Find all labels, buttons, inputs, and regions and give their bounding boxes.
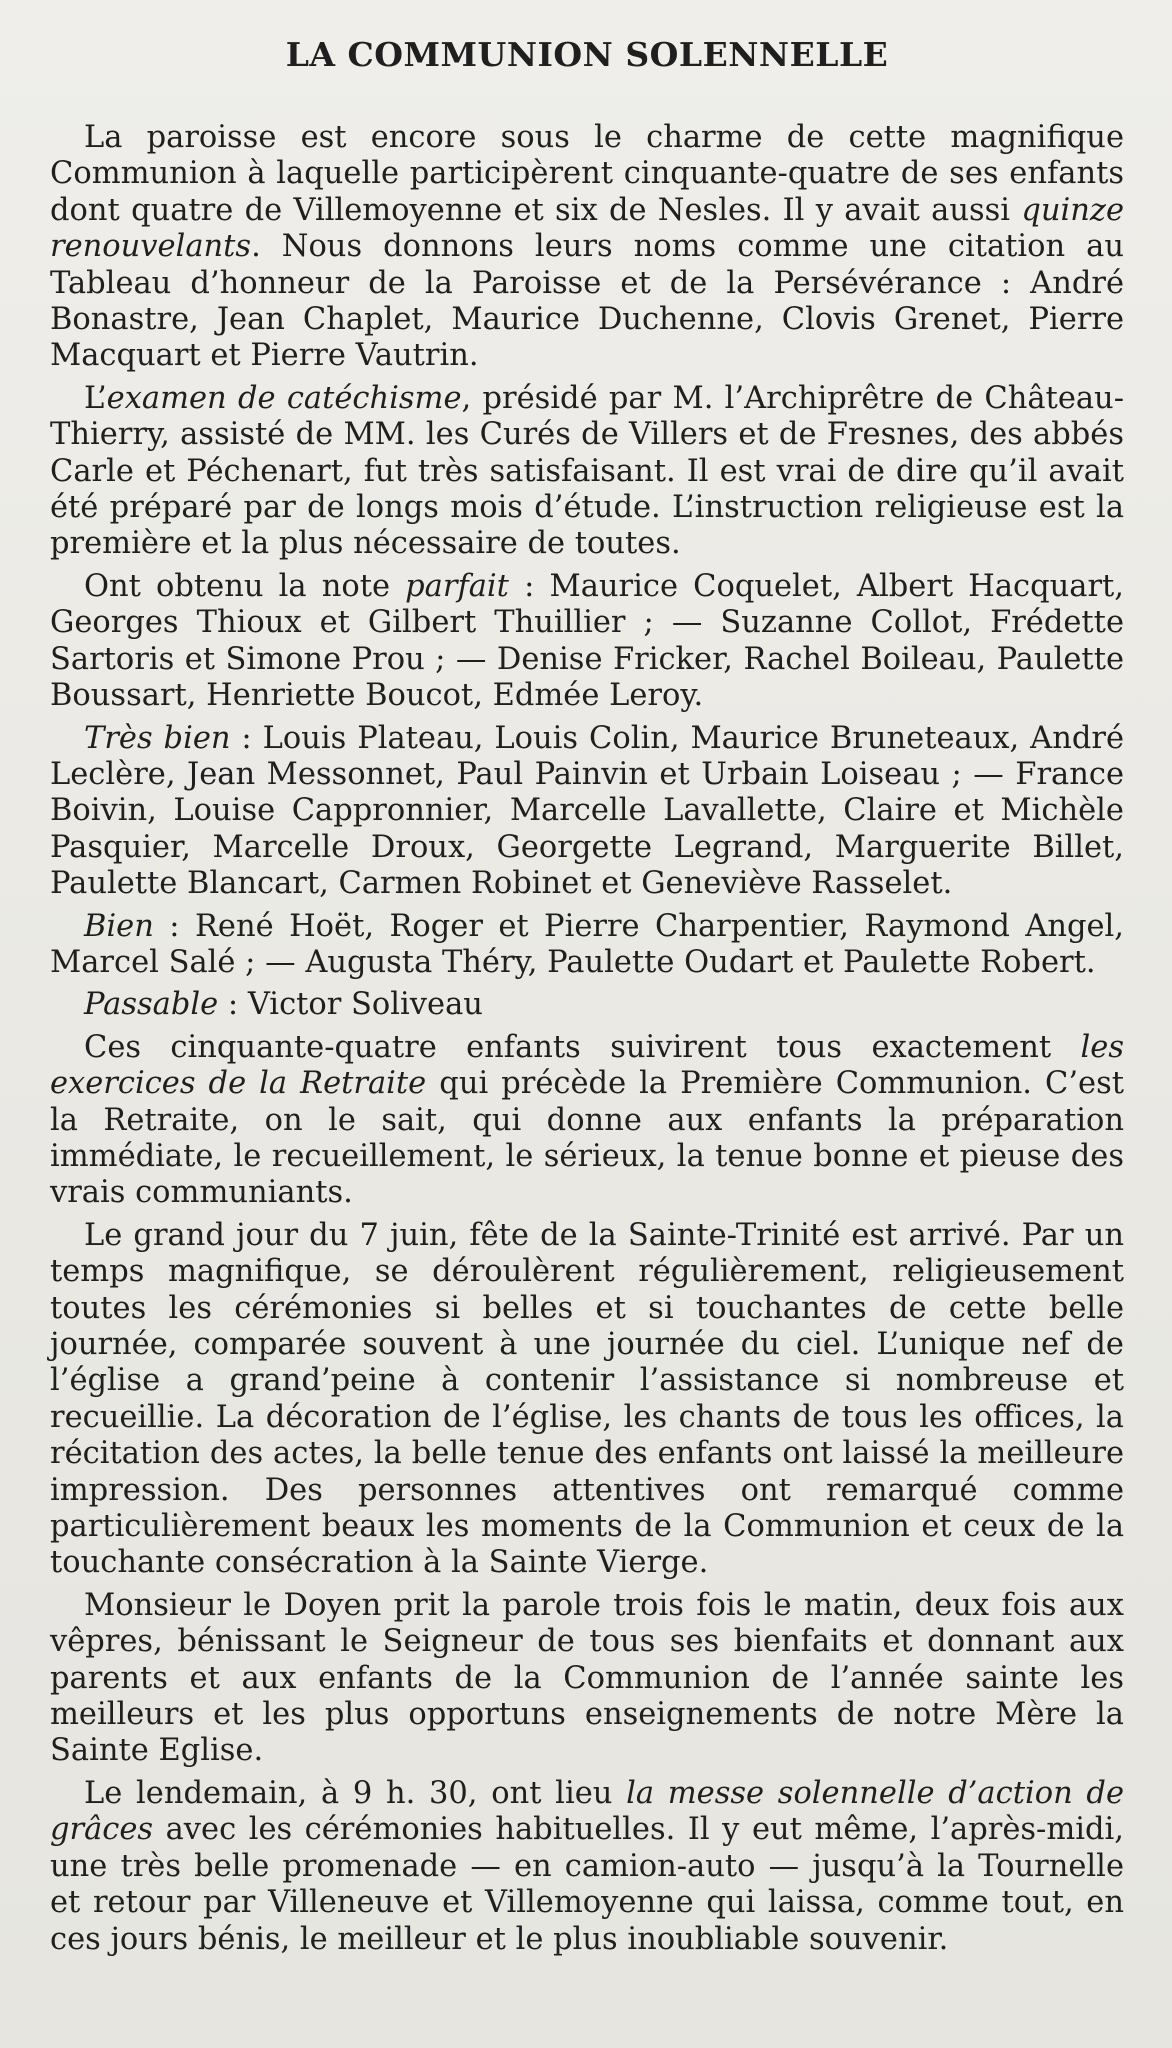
text-segment: Ces cinquante-quatre enfants suivirent tous exactement: [84, 1029, 1081, 1065]
italic-segment: Bien: [84, 908, 154, 944]
text-segment: : René Hoët, Roger et Pierre Charpentier, Raymond Angel, Marcel Salé ; — Augusta Théry, Paulette Oudart et Paulette Robert.: [50, 908, 1124, 980]
italic-segment: la messe solennelle d’action de grâces: [50, 1775, 1125, 1848]
text-segment: : Louis Plateau, Louis Colin, Maurice Bruneteaux, André Leclère, Jean Messonnet, Paul Painvin et Urbain Loiseau ; — France Boivin, Louise Cappronnier, Marcelle Lavallette, Claire et Michèle Pasquier, Marcelle Droux, Georgette Legrand, Marguerite Billet, Paulette Blancart, Carmen Robinet et Geneviève Rasselet.: [50, 720, 1124, 902]
italic-segment: Passable: [84, 987, 219, 1023]
text-segment: , présidé par M. l’Archiprêtre de Château-Thierry, assisté de MM. les Curés de Villers et de Fresnes, des abbés Carle et Péchenart, fut très satisfaisant. Il est vrai de dire qu’il avait été préparé par de longs mois d’étude. L’instruction religieuse est la première et la plus nécessaire de toutes.: [50, 380, 1124, 562]
italic-segment: examen de catéchisme: [106, 380, 462, 416]
italic-segment: quinze renouvelants: [50, 192, 1124, 265]
article-body: [50, 120, 1124, 1958]
paragraph-lendemain: [50, 1776, 1124, 1958]
paragraph-tres-bien: [50, 721, 1124, 903]
paragraph-parfait: [50, 569, 1124, 715]
italic-segment: Très bien: [84, 720, 231, 756]
paragraph-intro: [50, 120, 1124, 375]
paragraph-retraite: [50, 1030, 1124, 1212]
text-segment: Le lendemain, à 9 h. 30, ont lieu: [84, 1775, 627, 1811]
paragraph-examen: [50, 381, 1124, 563]
text-segment: . Nous donnons leurs noms comme une citation au Tableau d’honneur de la Paroisse et de la Persévérance : André Bonastre, Jean Chaplet, Maurice Duchenne, Clovis Grenet, Pierre Macquart et Pierre Vautrin.: [50, 229, 1124, 374]
italic-segment: parfait: [405, 568, 509, 604]
text-segment: : Victor Soliveau: [218, 987, 483, 1023]
italic-segment: les exercices de la Retraite: [50, 1029, 1124, 1102]
paragraph-bien: [50, 909, 1124, 982]
paragraph-passable: [50, 987, 1124, 1023]
text-segment: avec les cérémonies habituelles. Il y eut même, l’après-midi, une très belle promenade — en camion-auto — jusqu’à la Tournelle et retour par Villeneuve et Villemoyenne qui laissa, comme tout, en ces jours bénis, le meilleur et le plus inoubliable souvenir.: [50, 1812, 1124, 1957]
text-segment: Le grand jour du 7 juin, fête de la Sainte-Trinité est arrivé. Par un temps magnifique, se déroulèrent régulièrement, religieusement toutes les cérémonies si belles et si touchantes de cette belle journée, comparée souvent à une journée du ciel. L’unique nef de l’église a grand’peine à contenir l’assistance si nombreuse et recueillie. La décoration de l’église, les chants de tous les offices, la récitation des actes, la belle tenue des enfants ont laissé la meilleure impression. Des personnes attentives ont remarqué comme particulièrement beaux les moments de la Communion et ceux de la touchante consécration à la Sainte Vierge.: [50, 1217, 1124, 1581]
paragraph-grand-jour: [50, 1218, 1124, 1582]
text-segment: L’: [84, 380, 107, 416]
text-segment: qui précède la Première Communion. C’est la Retraite, on le sait, qui donne aux enfants la préparation immédiate, le recueillement, le sérieux, la tenue bonne et pieuse des vrais communiants.: [50, 1066, 1125, 1211]
text-segment: : Maurice Coquelet, Albert Hacquart, Georges Thioux et Gilbert Thuillier ; — Suzanne Collot, Frédette Sartoris et Simone Prou ; — Denise Fricker, Rachel Boileau, Paulette Boussart, Henriette Boucot, Edmée Leroy.: [50, 568, 1124, 714]
text-segment: La paroisse est encore sous le charme de cette magnifique Communion à laquelle participèrent cinquante-quatre de ses enfants dont quatre de Villemoyenne et six de Nesles. Il y avait aussi: [50, 120, 1124, 228]
paragraph-doyen: [50, 1588, 1124, 1770]
text-segment: Monsieur le Doyen prit la parole trois fois le matin, deux fois aux vêpres, bénissant le Seigneur de tous ses bienfaits et donnant aux parents et aux enfants de la Communion de l’année sainte les meilleurs et les plus opportuns enseignements de notre Mère la Sainte Eglise.: [50, 1587, 1124, 1769]
text-segment: Ont obtenu la note: [84, 568, 406, 604]
article-title: LA COMMUNION SOLENNELLE: [285, 35, 889, 74]
